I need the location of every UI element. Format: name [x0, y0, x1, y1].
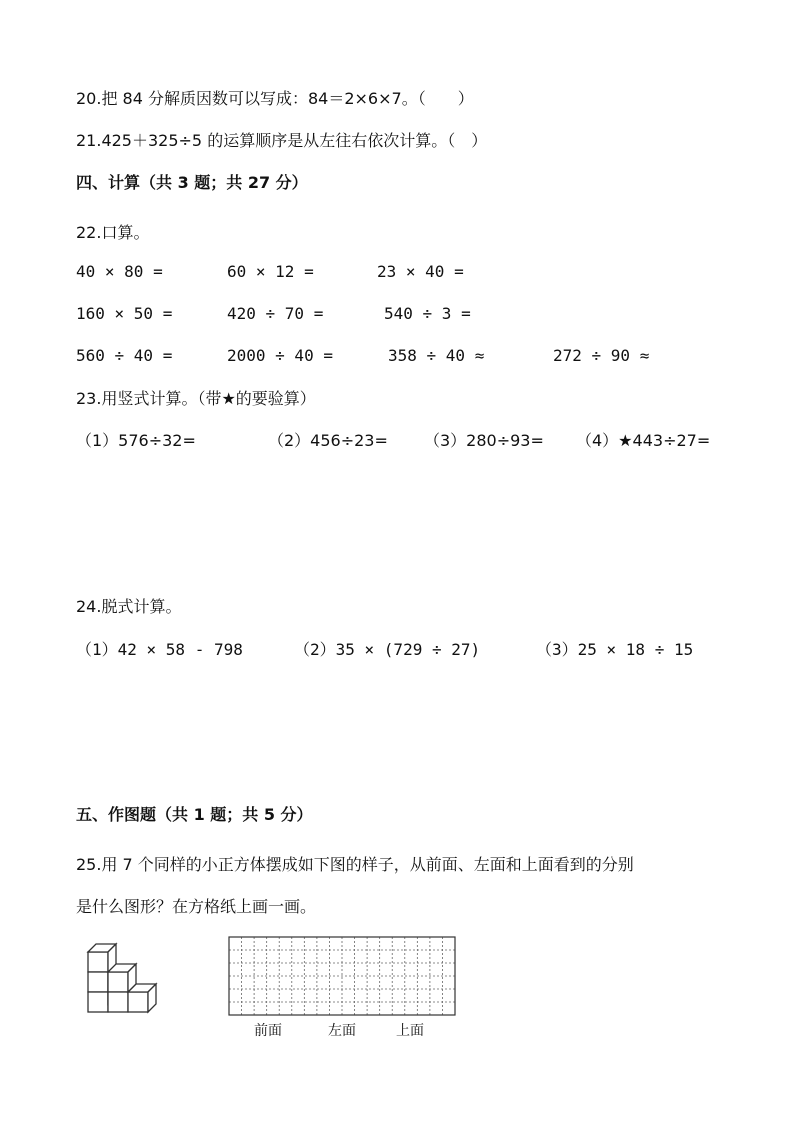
vertical-calc-item: （2）456÷23=: [268, 431, 388, 450]
front-view-label: 前面: [254, 1023, 282, 1039]
mental-math-item: 540 ÷ 3 =: [384, 304, 471, 323]
question-25-line1: 25.用 7 个同样的小正方体摆成如下图的样子，从前面、左面和上面看到的分别: [76, 855, 634, 874]
step-calc-item: （2）35 × (729 ÷ 27): [294, 640, 481, 659]
question-23-title: 23.用竖式计算。（带★的要验算）: [76, 389, 316, 408]
question-25-line2: 是什么图形？在方格纸上画一画。: [76, 897, 317, 916]
mental-math-item: 358 ÷ 40 ≈: [388, 346, 485, 365]
vertical-calc-item: （3）280÷93=: [424, 431, 544, 450]
mental-math-item: 272 ÷ 90 ≈: [553, 346, 650, 365]
mental-math-item: 560 ÷ 40 =: [76, 346, 173, 365]
cube-stack-figure: [80, 940, 170, 1020]
step-calc-item: （1）42 × 58 - 798: [76, 640, 243, 659]
section-4-heading: 四、计算（共 3 题；共 27 分）: [76, 173, 308, 192]
question-22-title: 22.口算。: [76, 223, 150, 242]
vertical-calc-item: （4）★443÷27=: [576, 431, 711, 450]
left-view-label: 左面: [328, 1023, 356, 1039]
mental-math-item: 420 ÷ 70 =: [227, 304, 324, 323]
section-5-heading: 五、作图题（共 1 题；共 5 分）: [76, 805, 313, 824]
mental-math-item: 40 × 80 =: [76, 262, 163, 281]
mental-math-item: 60 × 12 =: [227, 262, 314, 281]
question-20: 20.把 84 分解质因数可以写成：84＝2×6×7。（ ）: [76, 89, 474, 108]
step-calc-item: （3）25 × 18 ÷ 15: [536, 640, 694, 659]
top-view-label: 上面: [396, 1023, 424, 1039]
mental-math-item: 160 × 50 =: [76, 304, 173, 323]
vertical-calc-item: （1）576÷32=: [76, 431, 196, 450]
mental-math-item: 2000 ÷ 40 =: [227, 346, 333, 365]
question-21: 21.425＋325÷5 的运算顺序是从左往右依次计算。（ ）: [76, 131, 488, 150]
question-24-title: 24.脱式计算。: [76, 597, 182, 616]
grid-paper: [228, 936, 456, 1016]
mental-math-item: 23 × 40 =: [377, 262, 464, 281]
